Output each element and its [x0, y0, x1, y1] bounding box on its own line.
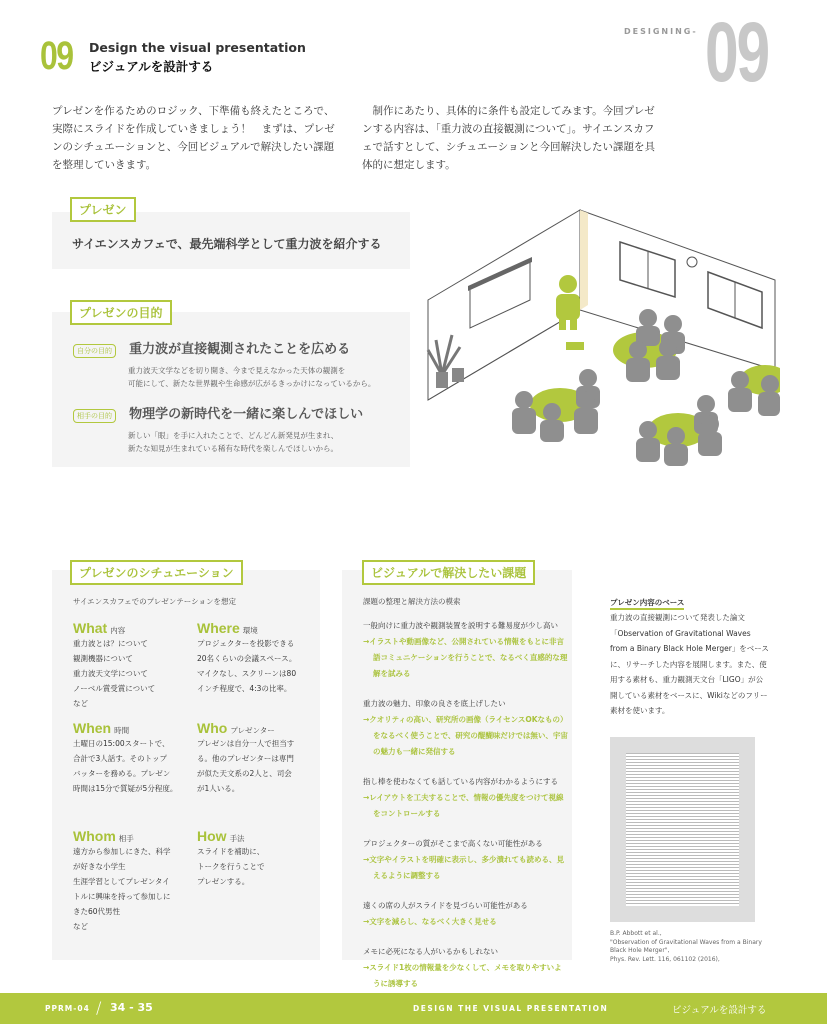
issue-item — [363, 774, 568, 822]
issue-question: 一般向けに重力波や観測装置を説明する難易度が少し高い — [363, 621, 558, 630]
situation-label: プレゼンのシチュエーション — [70, 560, 243, 585]
cell-head: Where — [197, 620, 240, 636]
footer-bar — [0, 993, 827, 1024]
situation-subtitle: サイエンスカフェでのプレゼンテーションを想定 — [73, 597, 236, 606]
title-ja: ビジュアルを設計する — [89, 59, 214, 74]
situation-cell — [73, 720, 197, 820]
issue-item — [363, 696, 568, 760]
cell-head: Whom — [73, 828, 116, 844]
purpose-title: 重力波が直接観測されたことを広める — [129, 342, 351, 357]
paper-caption — [610, 930, 770, 964]
situation-cell — [197, 820, 313, 950]
footer-title-ja: ビジュアルを設計する — [672, 1005, 767, 1016]
issue-answer: →文字を減らし、なるべく大きく見せる — [363, 917, 497, 926]
cell-head: What — [73, 620, 108, 636]
cell-sub: プレゼンター — [230, 726, 275, 735]
issues-label: ビジュアルで解決したい課題 — [362, 560, 535, 585]
title-en: Design the visual presentation — [89, 40, 306, 55]
issue-question: 重力波の魅力、印象の良さを底上げしたい — [363, 699, 506, 708]
purpose-desc: 可能にして、新たな世界観や生命感が広がるきっかけになっているから。 — [128, 379, 376, 388]
intro-right: 制作にあたり、具体的に条件も設定してみます。今回プレゼンする内容は、「重力波の直接観測について」。サイエンスカフェで話すとして、シチュエーションと今回解決したい課題を具体的に想定します。 — [362, 105, 656, 171]
issue-question: プロジェクターの質がそこまで高くない可能性がある — [363, 839, 543, 848]
situation-cell — [197, 720, 313, 820]
situation-cell — [197, 620, 313, 720]
issue-answer: →クオリティの高い、研究所の画像（ライセンスOKなもの）をなるべく使うことで、研究の醍醐味だけでは無い、宇宙の魅力も一緒に発信する — [363, 715, 568, 756]
base-title: プレゼン内容のベース — [610, 597, 684, 610]
issue-answer: →レイアウトを工夫することで、情報の優先度をつけて視線をコントロールする — [363, 793, 564, 818]
issues-subtitle: 課題の整理と解決方法の模索 — [363, 597, 461, 606]
intro-left: プレゼンを作るためのロジック、下準備も終えたところで、実際にスライドを作成していきましょう！ まずは、プレゼンのシチュエーションと、今回ビジュアルで解決したい課題を整理していきます。 — [52, 105, 335, 171]
purpose-title: 物理学の新時代を一緒に楽しんでほしい — [129, 407, 364, 422]
cell-body: 土曜日の15:00スタートで、 合計で3人話す。そのトップ バッターを務める。プレゼン 時間は15分で質疑が5分程度。 — [73, 739, 178, 793]
cell-sub: 時間 — [114, 726, 130, 735]
footer-title-en: DESIGN THE VISUAL PRESENTATION — [413, 1004, 609, 1013]
cell-sub: 手法 — [229, 834, 245, 843]
purpose-desc: 重力波天文学などを切り開き、今まで見えなかった天体の観測を — [128, 366, 346, 375]
caption-line: B.P. Abbott et al., — [610, 930, 662, 937]
chapter-number: 09 — [40, 34, 73, 78]
presen-label: プレゼン — [70, 197, 136, 222]
clock-icon — [687, 257, 697, 267]
cell-body: 重力波とは？について 観測機器について 重力波天文学について ノーベル賞受賞について など — [73, 639, 156, 708]
issue-answer: →文字やイラストを明確に表示し、多少潰れても読める、見えるように調整する — [363, 855, 565, 880]
cell-body: プレゼンは自分一人で担当す る。他のプレゼンターは専門 が似た天文系の2人と、司会 が1人いる。 — [197, 739, 295, 793]
purpose-label: プレゼンの目的 — [70, 300, 172, 325]
cell-head: How — [197, 828, 227, 844]
footer-pages: 34 - 35 — [110, 1001, 153, 1014]
purpose-tag: 相手の目的 — [73, 409, 116, 423]
purpose-item — [73, 338, 403, 390]
issue-item — [363, 944, 568, 992]
issue-item — [363, 618, 568, 682]
cell-head: When — [73, 720, 112, 736]
cell-sub: 内容 — [110, 626, 126, 635]
room-illustration — [420, 200, 780, 470]
issue-item — [363, 836, 568, 884]
base-body: 重力波の直接観測について発表した論文「Observation of Gravitational Waves from a Binary Black Hole Merger」をベースに、リサーチした内容を展開します。また、使用する素材も、重力観測天文台「LIGO」が公開している素材をベースに、Wikiなどのフリー素材を使います。 — [610, 613, 769, 715]
purpose-desc: 新しい「眼」を手に入れたことで、どんどん新発見が生まれ、 — [128, 431, 339, 440]
caption-line: Phys. Rev. Lett. 116, 061102 (2016), — [610, 955, 720, 963]
purpose-desc: 新たな知見が生まれている稀有な時代を楽しんでほしいから。 — [128, 444, 338, 453]
situation-grid — [73, 620, 313, 950]
big-number: 09 — [705, 5, 768, 99]
issue-question: メモに必死になる人がいるかもしれない — [363, 947, 498, 956]
cell-body: スライドを補助に、 トークを行うことで プレゼンする。 — [197, 847, 265, 886]
section-label: DESIGNING- — [624, 27, 698, 36]
issue-answer: →スライド1枚の情報量を少なくして、メモを取りやすいように誘導する — [363, 963, 562, 988]
purpose-tag: 自分の目的 — [73, 344, 116, 358]
paper-thumbnail — [610, 737, 755, 922]
issue-answer: →イラストや動画像など、公開されている情報をもとに非言語コミュニケーションを行うことで、なるべく直感的な理解を試みる — [363, 637, 568, 678]
issue-question: 指し棒を使わなくても話している内容がわかるようにする — [363, 777, 558, 786]
situation-cell — [73, 820, 197, 950]
footer-code: PPRM-04 — [45, 1004, 90, 1013]
cell-body: プロジェクターを投影できる 20名くらいの会議スペース。 マイクなし、スクリーンは80 インチ程度で、4:3の比率。 — [197, 639, 297, 693]
footer-slash: / — [96, 998, 102, 1017]
presenter-icon — [556, 275, 580, 330]
purpose-item — [73, 403, 403, 455]
situation-cell — [73, 620, 197, 720]
cell-sub: 環境 — [242, 626, 258, 635]
cell-body: 遠方から参加しにきた、科学 が好きな小学生 生涯学習としてプレゼンタイ トルに興味を持って参加しに きた60代男性 など — [73, 847, 171, 931]
presen-text: サイエンスカフェで、最先端科学として重力波を紹介する — [72, 237, 382, 251]
issue-item — [363, 898, 568, 930]
cell-sub: 相手 — [118, 834, 134, 843]
issues-list — [363, 618, 568, 1006]
caption-line: "Observation of Gravitational Waves from a Binary Black Hole Merger", — [610, 938, 762, 954]
issue-question: 遠くの席の人がスライドを見づらい可能性がある — [363, 901, 528, 910]
cell-head: Who — [197, 720, 228, 736]
